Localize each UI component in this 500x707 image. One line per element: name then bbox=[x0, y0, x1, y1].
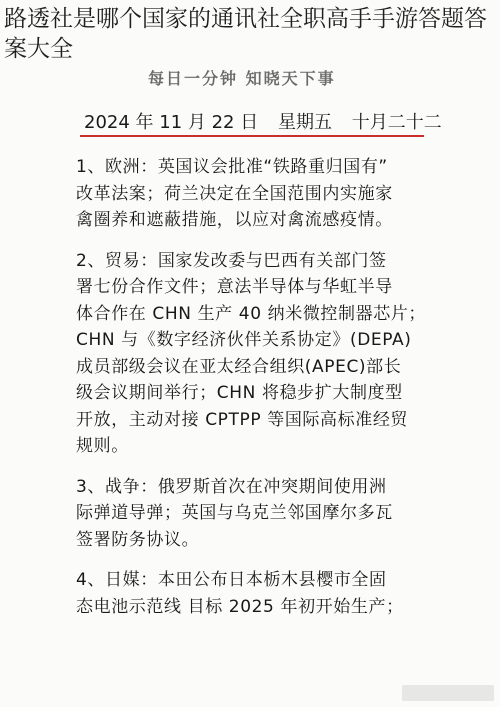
watermark-logo bbox=[402, 685, 494, 701]
page-title: 路透社是哪个国家的通讯社全职高手手游答题答案大全 bbox=[4, 6, 487, 62]
news-line: 1、欧洲：英国议会批准“铁路重归国有” bbox=[76, 157, 388, 177]
news-line: 3、战争：俄罗斯首次在冲突期间使用洲 bbox=[76, 476, 387, 497]
news-line: 开放，主动对接 CPTPP 等国际高标准经贸 bbox=[76, 409, 409, 430]
news-line: 规则。 bbox=[76, 436, 129, 456]
date-lunar: 十月二十二 bbox=[351, 112, 442, 133]
news-line: 签署防务协议。 bbox=[76, 529, 200, 550]
news-line: 态电池示范线 目标 2025 年初开始生产； bbox=[76, 596, 404, 617]
date-gregorian: 2024 年 11 月 22 日 bbox=[84, 112, 259, 133]
news-line: 禽圈养和遮蔽措施，以应对禽流感疫情。 bbox=[76, 210, 393, 230]
news-item-japan-media bbox=[76, 567, 428, 620]
slogan: 每日一分钟 知晓天下事 bbox=[148, 69, 336, 88]
news-line: 际弹道导弹；英国与乌克兰邻国摩尔多瓦 bbox=[76, 503, 393, 523]
news-item-war bbox=[76, 474, 428, 554]
date-line bbox=[84, 112, 442, 134]
news-line: 体合作在 CHN 生产 40 纳米微控制器芯片； bbox=[76, 303, 427, 324]
news-item-trade bbox=[76, 248, 428, 460]
news-line: 成员部级会议在亚太经合组织(APEC)部长 bbox=[76, 356, 402, 377]
news-item-europe bbox=[76, 154, 428, 234]
news-line: 改革法案；荷兰决定在全国范围内实施家 bbox=[76, 183, 393, 204]
date-underline bbox=[80, 135, 424, 137]
news-line: 署七份合作文件；意法半导体与华虹半导 bbox=[76, 277, 393, 297]
news-line: 4、日媒：本田公布日本栃木县樱市全固 bbox=[76, 570, 387, 590]
news-line: CHN 与《数字经济伙伴关系协定》(DEPA) bbox=[76, 330, 412, 350]
news-line: 2、贸易：国家发改委与巴西有关部门签 bbox=[76, 250, 387, 271]
news-list bbox=[76, 154, 428, 634]
date-weekday: 星期五 bbox=[277, 112, 332, 133]
news-line: 级会议期间举行；CHN 将稳步扩大制度型 bbox=[76, 383, 403, 403]
